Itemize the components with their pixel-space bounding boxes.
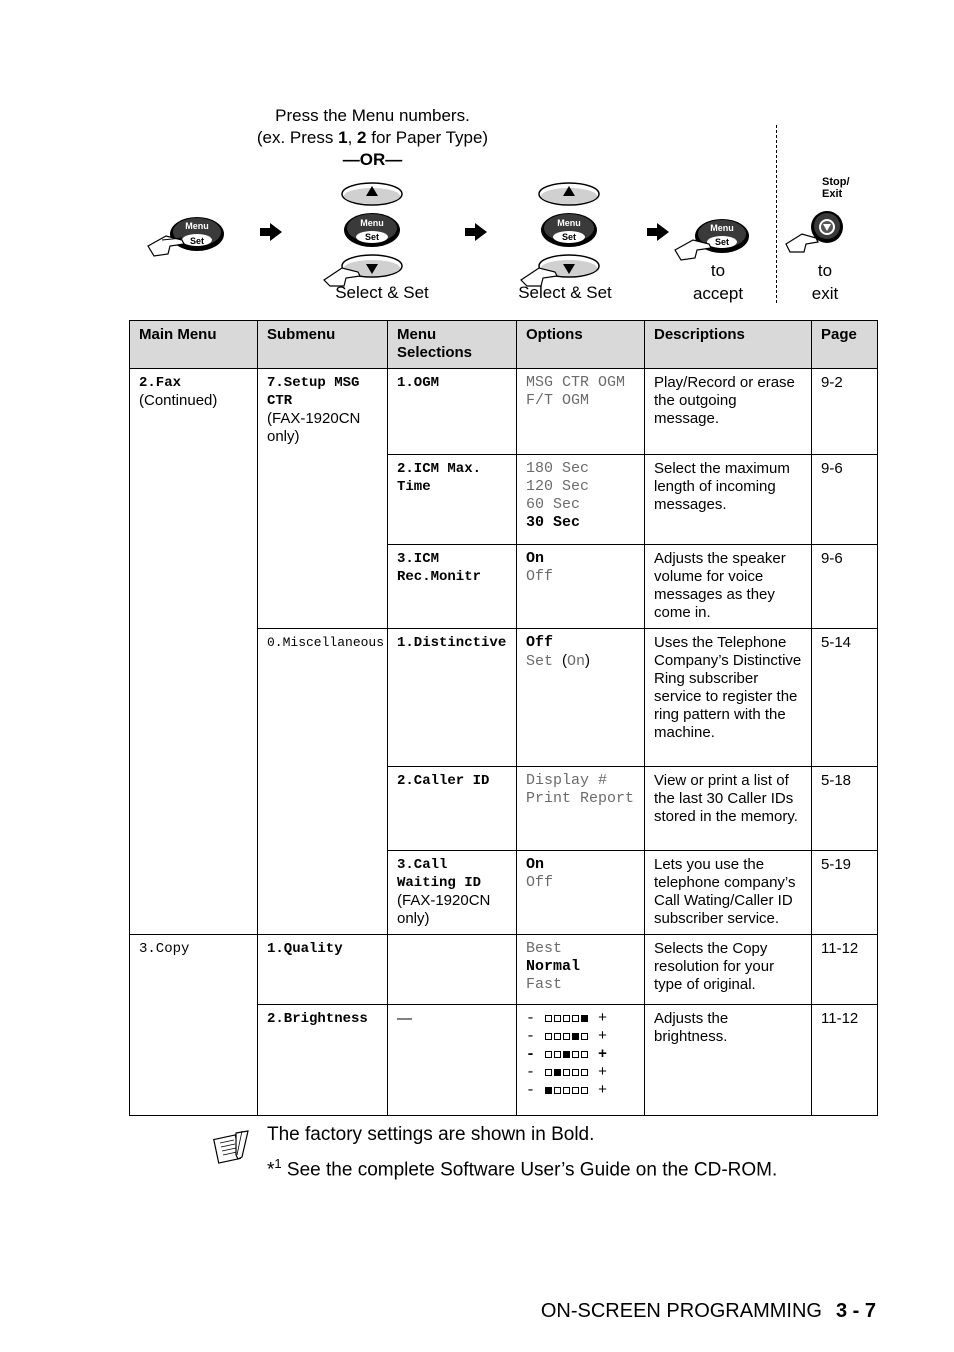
cell-selection: 3.ICM Rec.Monitr: [388, 545, 517, 629]
arrow-right-icon: [465, 223, 487, 241]
key1-set-label: Set: [189, 236, 204, 246]
instruction-key-1: 1: [338, 128, 348, 147]
note-line-1: The factory settings are shown in Bold.: [267, 1124, 595, 1145]
header-options: Options: [517, 321, 645, 369]
brightness-level-square: [563, 1033, 570, 1040]
cell-page: 5-19: [812, 851, 878, 935]
dashed-divider: [776, 125, 777, 303]
cell-main-menu-fax: [130, 369, 258, 935]
table-row: [130, 935, 878, 1005]
cell-page: 5-14: [812, 629, 878, 767]
cell-submenu-brightness: 2.Brightness: [258, 1005, 388, 1116]
submenu-note-line-2: only): [267, 428, 300, 445]
key4-set-label: Set: [714, 237, 729, 247]
instruction-ex-pre: (ex. Press: [256, 128, 339, 147]
brightness-level-square: [572, 1051, 579, 1058]
brightness-plus: +: [589, 1064, 608, 1081]
cell-selection: 2.ICM Max. Time: [388, 455, 517, 545]
brightness-level-square: [563, 1069, 570, 1076]
cell-description: Play/Record or erase the outgoing message.: [645, 369, 812, 455]
key4-menu-label: Menu: [710, 223, 734, 233]
menu-set-key-icon: [146, 210, 231, 258]
table-row: [130, 369, 878, 455]
note-text: [267, 1120, 777, 1184]
cell-options: [517, 851, 645, 935]
arrow-right-icon: [260, 223, 282, 241]
brightness-level-square: [581, 1033, 588, 1040]
cell-description: View or print a list of the last 30 Caller IDs stored in the memory.: [645, 767, 812, 851]
brightness-minus: -: [526, 1082, 545, 1099]
cell-submenu-setup-msg: [258, 369, 388, 629]
main-menu-copy: 3.Copy: [139, 941, 190, 957]
caption-select-set-2: Select & Set: [518, 283, 612, 302]
submenu-miscellaneous: 0.Miscellaneous: [267, 635, 385, 650]
option-value-default: Normal: [526, 958, 581, 975]
footer-section: ON-SCREEN PROGRAMMING: [540, 1300, 822, 1322]
option-value: F/T OGM: [526, 392, 590, 409]
cell-description: Lets you use the telephone company’s Call Wating/Caller ID subscriber service.: [645, 851, 812, 935]
brightness-scale-row: [526, 1082, 636, 1100]
caption-to-accept: [678, 259, 758, 305]
cell-options-brightness: [517, 1005, 645, 1116]
brightness-minus: -: [526, 1010, 545, 1027]
or-label: —OR—: [342, 150, 403, 169]
main-menu-fax-note: (Continued): [139, 392, 218, 409]
cell-selection: 2.Caller ID: [388, 767, 517, 851]
instruction-text: [200, 105, 545, 171]
key3-set-label: Set: [561, 232, 576, 242]
main-menu-fax: 2.Fax: [139, 375, 182, 391]
caption-select-set-1: Select & Set: [335, 283, 429, 302]
brightness-level-square: [563, 1087, 570, 1094]
brightness-level-square: [572, 1069, 579, 1076]
cell-selection: [388, 935, 517, 1005]
brightness-level-square: [581, 1069, 588, 1076]
brightness-level-marker: [563, 1051, 570, 1058]
brightness-level-square: [545, 1051, 552, 1058]
footer-page-number: 3 - 7: [835, 1300, 876, 1322]
option-value: Best: [526, 940, 563, 957]
cell-options: [517, 629, 645, 767]
stop-exit-key-icon: [784, 206, 850, 254]
cell-main-menu-copy: [130, 935, 258, 1116]
cell-submenu-quality: 1.Quality: [258, 935, 388, 1005]
option-value: Set (On): [526, 652, 591, 670]
brightness-plus: +: [589, 1010, 608, 1027]
option-value-default: On: [526, 856, 545, 873]
submenu-setup-msg: 7.Setup MSG: [267, 375, 360, 391]
instruction-line-1: Press the Menu numbers.: [275, 106, 470, 125]
key2-menu-label: Menu: [360, 218, 384, 228]
cell-page: 9-6: [812, 545, 878, 629]
brightness-level-square: [563, 1015, 570, 1022]
caption-accept-line-1: to: [710, 261, 726, 280]
brightness-minus: -: [526, 1046, 545, 1063]
cell-options: [517, 455, 645, 545]
stop-label-line-2: Exit: [822, 188, 843, 200]
stop-exit-label: [822, 176, 850, 200]
cell-description: Selects the Copy resolution for your type of original.: [645, 935, 812, 1005]
brightness-level-square: [554, 1087, 561, 1094]
brightness-level-marker: [545, 1087, 552, 1094]
submenu-note-line-1: (FAX-1920CN: [267, 410, 361, 427]
option-value: Display #: [526, 772, 608, 789]
instruction-line-2: [200, 127, 545, 149]
option-value-default: 30 Sec: [526, 514, 581, 531]
brightness-plus: +: [589, 1082, 608, 1099]
header-menu-selections: Menu Selections: [388, 321, 517, 369]
cell-selection: 1.Distinctive: [388, 629, 517, 767]
cell-options: [517, 369, 645, 455]
brightness-level-square: [581, 1087, 588, 1094]
table-header-row: [130, 321, 878, 369]
menu-table: [129, 320, 878, 1116]
instruction-sep: ,: [347, 128, 358, 147]
cell-description: Select the maximum length of incoming messages.: [645, 455, 812, 545]
cell-options: [517, 545, 645, 629]
arrow-right-icon: [647, 223, 669, 241]
header-submenu: Submenu: [258, 321, 388, 369]
cell-page: 9-6: [812, 455, 878, 545]
cell-description: Adjusts the speaker volume for voice messages as they come in.: [645, 545, 812, 629]
brightness-level-square: [581, 1051, 588, 1058]
cell-page: 9-2: [812, 369, 878, 455]
cell-page: 11-12: [812, 1005, 878, 1116]
cell-selection: 3.Call Waiting ID (FAX-1920CN only): [388, 851, 517, 935]
brightness-scale-row: [526, 1010, 636, 1028]
option-value: Fast: [526, 976, 563, 993]
header-main-menu: Main Menu: [130, 321, 258, 369]
option-value-default: On: [526, 550, 545, 567]
brightness-level-square: [554, 1015, 561, 1022]
brightness-level-square: [554, 1051, 561, 1058]
key3-menu-label: Menu: [557, 218, 581, 228]
brightness-scale-row: [526, 1046, 636, 1064]
header-descriptions: Descriptions: [645, 321, 812, 369]
key1-menu-label: Menu: [185, 221, 209, 231]
cell-description: Adjusts the brightness.: [645, 1005, 812, 1116]
brightness-level-marker: [554, 1069, 561, 1076]
cell-options: [517, 935, 645, 1005]
option-value: Print Report: [526, 790, 635, 807]
brightness-level-marker: [572, 1033, 579, 1040]
note-line-2: *$^1$ See the complete Software User’s Guide on the CD-ROM.: [267, 1156, 778, 1181]
option-value-default: Off: [526, 634, 554, 651]
brightness-level-square: [572, 1087, 579, 1094]
cell-submenu-miscellaneous: [258, 629, 388, 935]
cell-page: 11-12: [812, 935, 878, 1005]
brightness-level-square: [545, 1015, 552, 1022]
key2-set-label: Set: [364, 232, 379, 242]
cell-options: [517, 767, 645, 851]
note-pencil-icon: [212, 1129, 252, 1165]
option-value: 60 Sec: [526, 496, 581, 513]
brightness-level-square: [554, 1033, 561, 1040]
option-value: 180 Sec: [526, 460, 590, 477]
cell-page: 5-18: [812, 767, 878, 851]
brightness-level-square: [572, 1015, 579, 1022]
brightness-scale-row: [526, 1064, 636, 1082]
caption-exit-line-1: to: [817, 261, 833, 280]
instruction-key-2: 2: [357, 128, 367, 147]
submenu-setup-msg-ctr: CTR: [267, 393, 293, 409]
caption-exit-line-2: exit: [811, 284, 839, 303]
cell-description: Uses the Telephone Company’s Distinctive Ring subscriber service to register the ring pattern with the machine.: [645, 629, 812, 767]
option-value: Off: [526, 568, 554, 585]
brightness-minus: -: [526, 1028, 545, 1045]
caption-accept-line-2: accept: [692, 284, 744, 303]
brightness-plus: +: [589, 1028, 608, 1045]
cell-selection: —: [388, 1005, 517, 1116]
cell-selection: 1.OGM: [388, 369, 517, 455]
brightness-scale-row: [526, 1028, 636, 1046]
option-value: Off: [526, 874, 554, 891]
brightness-plus: +: [589, 1046, 608, 1063]
header-page: Page: [812, 321, 878, 369]
brightness-level-square: [545, 1033, 552, 1040]
page-footer: [541, 1300, 876, 1323]
brightness-level-square: [545, 1069, 552, 1076]
option-value: 120 Sec: [526, 478, 590, 495]
option-value: MSG CTR OGM: [526, 374, 626, 391]
brightness-minus: -: [526, 1064, 545, 1081]
brightness-level-marker: [581, 1015, 588, 1022]
caption-to-exit: [795, 259, 855, 305]
instruction-ex-post: for Paper Type): [366, 128, 489, 147]
stop-label-line-1: Stop/: [822, 176, 850, 188]
